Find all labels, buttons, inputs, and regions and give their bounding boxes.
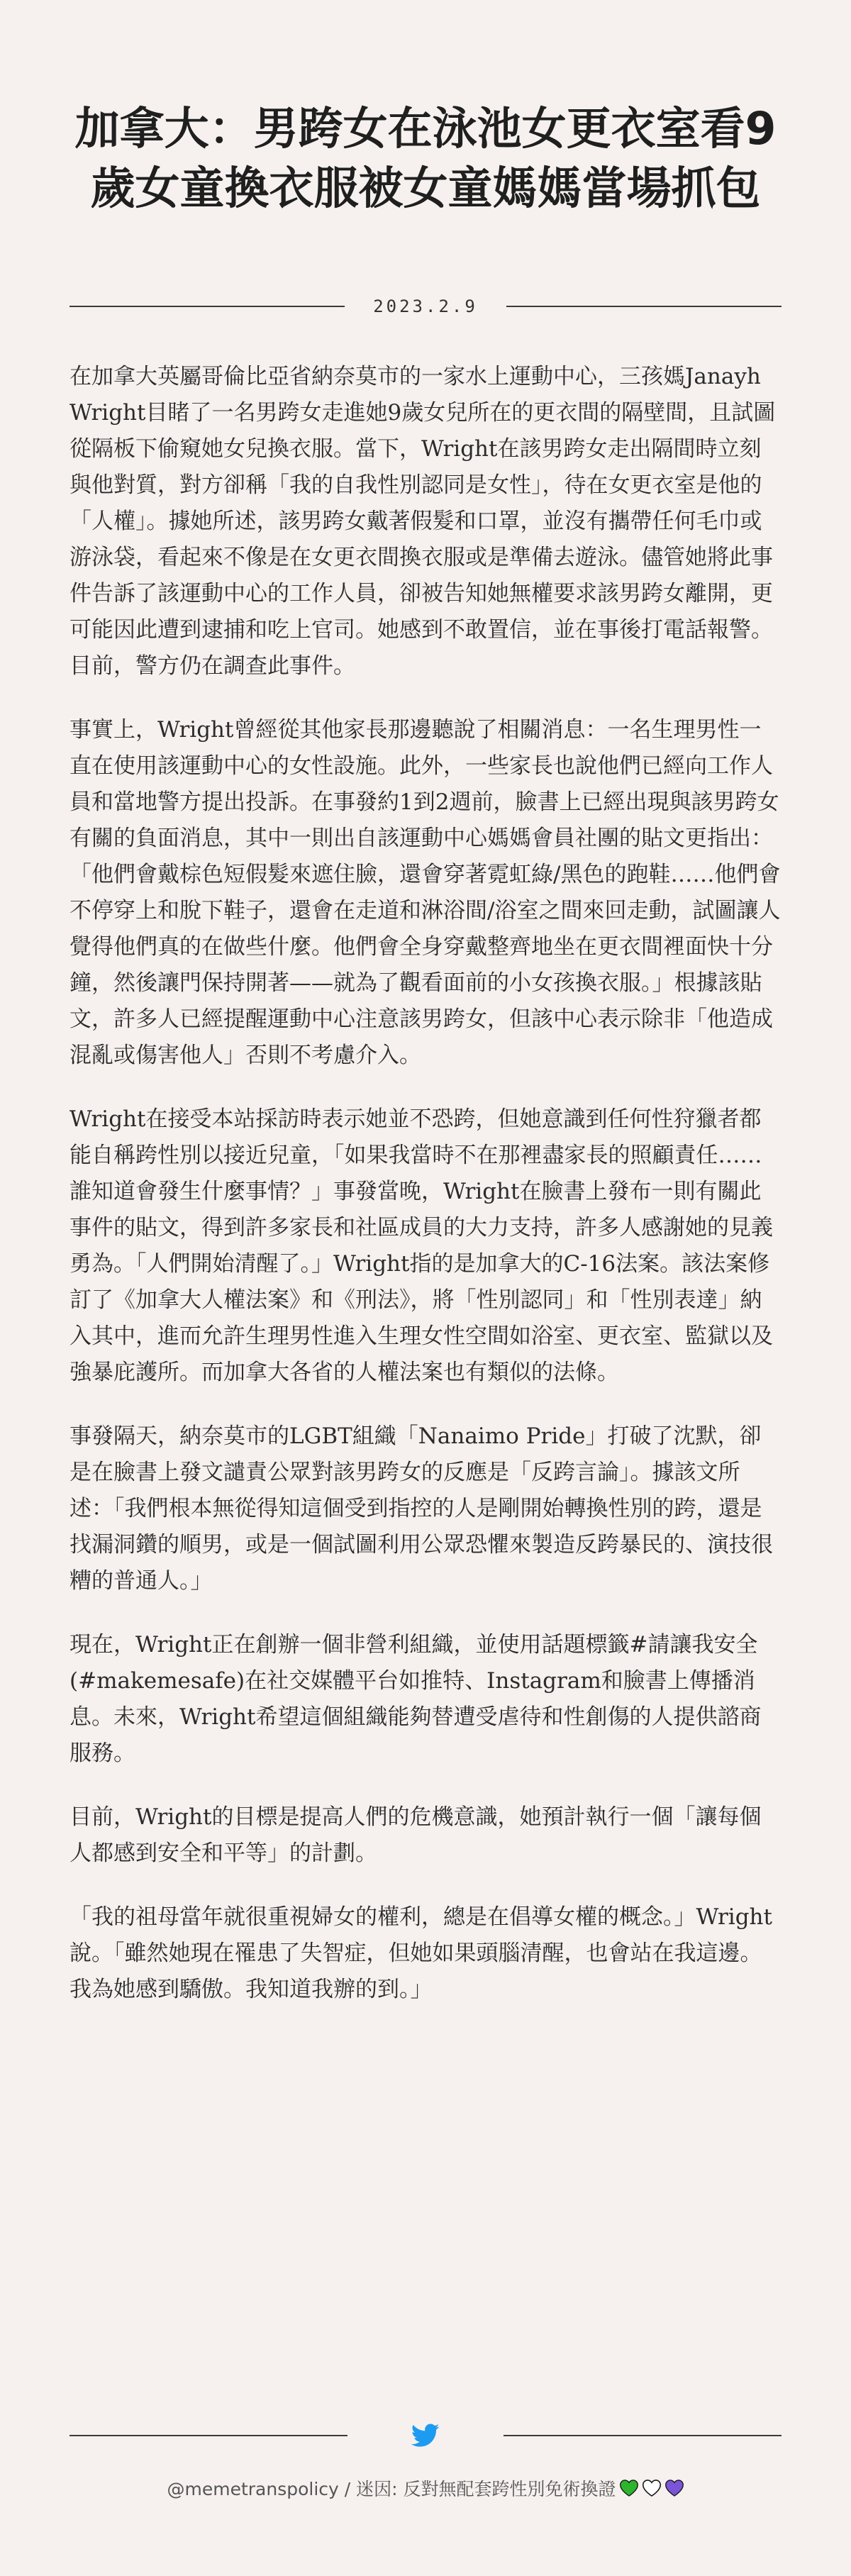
paragraph: 在加拿大英屬哥倫比亞省納奈莫市的一家水上運動中心，三孩媽Janayh Wright目睹了一名男跨女走進她9歲女兒所在的更衣間的隔壁間，且試圖從隔板下偷窺她女兒換衣服。當下，Wright在該男跨女走出隔間時立刻與他對質，對方卻稱「我的自我性別認同是女性」，待在女更衣室是他的「人權」。據她所述，該男跨女戴著假髮和口罩，並沒有攜帶任何毛巾或游泳袋，看起來不像是在女更衣間換衣服或是準備去遊泳。儘管她將此事件告訴了該運動中心的工作人員，卻被告知她無權要求該男跨女離開，更可能因此遭到逮捕和吃上官司。她感到不敢置信，並在事後打電話報警。目前，警方仍在調查此事件。 xyxy=(69,364,776,679)
paragraph: 事發隔天，納奈莫市的LGBT組織「Nanaimo Pride」打破了沈默，卻是在臉書上發文譴責公眾對該男跨女的反應是「反跨言論」。據該文所述：「我們根本無從得知這個受到指控的人是剛開始轉換性別的跨，還是找漏洞鑽的順男，或是一個試圖利用公眾恐懼來製造反跨暴民的、演技很糟的普通人。」 xyxy=(69,1423,773,1594)
date-divider xyxy=(69,294,782,319)
footer-credit xyxy=(0,2475,851,2501)
paragraph: 事實上，Wright曾經從其他家長那邊聽說了相關消息：一名生理男性一直在使用該運動中心的女性設施。此外，一些家長也說他們已經向工作人員和當地警方提出投訴。在事發約1到2週前，臉書上已經出現與該男跨女有關的負面消息，其中一則出自該運動中心媽媽會員社團的貼文更指出：「他們會戴棕色短假髮來遮住臉，還會穿著霓虹綠/黑色的跑鞋……他們會不停穿上和脫下鞋子，還會在走道和淋浴間/浴室之間來回走動，試圖讓人覺得他們真的在做些什麼。他們會全身穿戴整齊地坐在更衣間裡面快十分鐘，然後讓門保持開著——就為了觀看面前的小女孩換衣服。」根據該貼文，許多人已經提醒運動中心注意該男跨女，但該中心表示除非「他造成混亂或傷害他人」否則不考慮介入。 xyxy=(69,717,781,1068)
right-rule xyxy=(506,306,782,307)
purple-heart-icon xyxy=(664,2479,684,2497)
article-body xyxy=(69,359,782,2036)
green-heart-icon xyxy=(619,2479,639,2497)
paragraph: Wright在接受本站採訪時表示她並不恐跨，但她意識到任何性狩獵者都能自稱跨性別以接近兒童，「如果我當時不在那裡盡家長的照顧責任……誰知道會發生什麼事情？」事發當晚，Wright在臉書上發布一則有關此事件的貼文，得到許多家長和社區成員的大力支持，許多人感謝她的見義勇為。「人們開始清醒了。」Wright指的是加拿大的C-16法案。該法案修訂了《加拿大人權法案》和《刑法》，將「性別認同」和「性別表達」納入其中，進而允許生理男性進入生理女性空間如浴室、更衣室、監獄以及強暴庇護所。而加拿大各省的人權法案也有類似的法條。 xyxy=(69,1106,773,1385)
footer-divider xyxy=(69,2421,782,2450)
paragraph: 目前，Wright的目標是提高人們的危機意識，她預計執行一個「讓每個人都感到安全和平等」的計劃。 xyxy=(69,1804,762,1866)
footer-left-rule xyxy=(69,2435,347,2436)
paragraph: 現在，Wright正在創辦一個非營利組織，並使用話題標籤#請讓我安全(#makemesafe)在社交媒體平台如推特、Instagram和臉書上傳播消息。未來，Wright希望這個組織能夠替遭受虐待和性創傷的人提供諮商服務。 xyxy=(69,1632,762,1766)
paragraph: 「我的祖母當年就很重視婦女的權利，總是在倡導女權的概念。」Wright說。「雖然她現在罹患了失智症，但她如果頭腦清醒，也會站在我這邊。我為她感到驕傲。我知道我辦的到。」 xyxy=(69,1904,772,2002)
footer-right-rule xyxy=(504,2435,782,2436)
credit-text: @memetranspolicy / 迷因: 反對無配套跨性別免術換證 xyxy=(167,2479,616,2499)
article-title: 加拿大：男跨女在泳池女更衣室看9歲女童換衣服被女童媽媽當場抓包 xyxy=(74,103,777,214)
white-heart-icon xyxy=(642,2479,662,2497)
twitter-bird-icon[interactable] xyxy=(411,2424,440,2448)
publish-date: 2023.2.9 xyxy=(373,296,478,316)
left-rule xyxy=(69,306,345,307)
